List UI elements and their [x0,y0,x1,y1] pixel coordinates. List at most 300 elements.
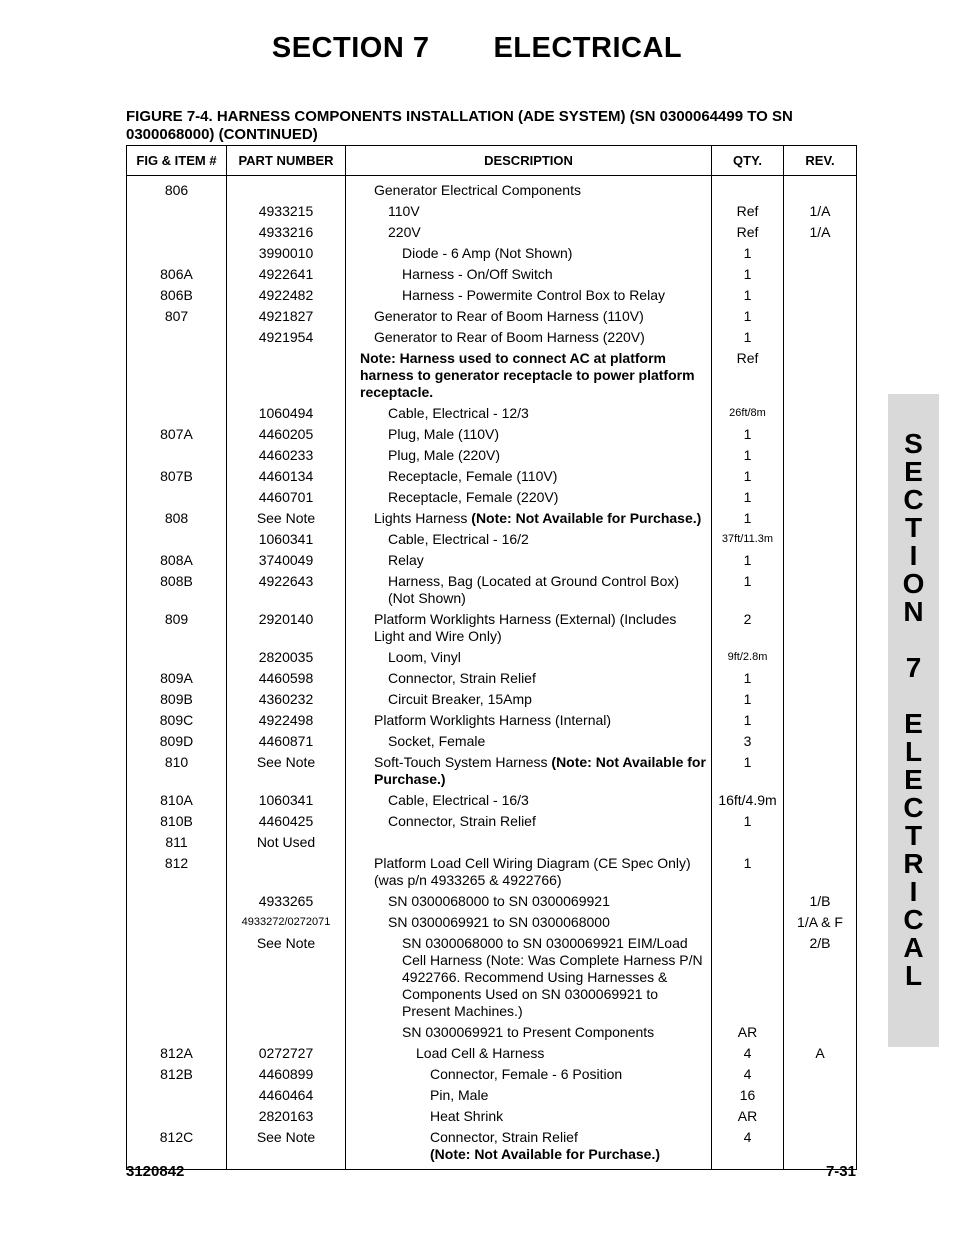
table-row [127,327,857,348]
side-tab-letter: L [904,736,923,767]
rev-cell [784,285,857,306]
description-cell [346,1106,712,1127]
description-cell [346,853,712,891]
qty-cell: 37ft/11.3m [712,529,784,550]
fig-item-cell: 808B [127,571,227,609]
description-cell [346,403,712,424]
fig-item-cell: 807B [127,466,227,487]
table-row [127,508,857,529]
fig-item-cell: 809 [127,609,227,647]
qty-cell: 3 [712,731,784,752]
rev-cell: 1/A & F [784,912,857,933]
rev-cell [784,327,857,348]
description-text: Generator to Rear of Boom Harness (220V) [374,329,645,345]
rev-cell [784,1085,857,1106]
part-number-cell: 2920140 [227,609,346,647]
description-text: 220V [388,224,421,240]
part-number-cell: 4460598 [227,668,346,689]
description-cell [346,571,712,609]
table-row [127,201,857,222]
description-cell [346,790,712,811]
description-note: (Note: Not Available for Purchase.) [374,754,706,787]
table-row [127,832,857,853]
description-cell [346,222,712,243]
table-row [127,466,857,487]
rev-cell [784,466,857,487]
section-side-tab [888,394,939,1047]
qty-cell: 4 [712,1043,784,1064]
description-cell [346,176,712,202]
rev-cell [784,832,857,853]
header-description: DESCRIPTION [346,146,712,176]
table-row [127,403,857,424]
qty-cell: Ref [712,222,784,243]
qty-cell: AR [712,1106,784,1127]
qty-cell: 1 [712,285,784,306]
qty-cell: 1 [712,550,784,571]
rev-cell [784,790,857,811]
section-name: ELECTRICAL [493,32,683,64]
rev-cell [784,348,857,403]
qty-cell: 1 [712,424,784,445]
description-cell [346,1127,712,1170]
description-text: Generator to Rear of Boom Harness (110V) [374,308,644,324]
header-qty: QTY. [712,146,784,176]
description-note: (Note: Not Available for Purchase.) [471,510,702,526]
description-cell [346,445,712,466]
rev-cell [784,571,857,609]
parts-table-body [127,176,857,1170]
description-cell [346,529,712,550]
part-number-cell: 1060494 [227,403,346,424]
description-text: Loom, Vinyl [388,649,461,665]
rev-cell [784,853,857,891]
table-header-row [127,146,857,176]
table-row [127,529,857,550]
qty-cell: 9ft/2.8m [712,647,784,668]
table-row [127,891,857,912]
description-cell [346,1085,712,1106]
side-tab-letter: C [903,904,924,935]
part-number-cell: 4460871 [227,731,346,752]
fig-item-cell: 809C [127,710,227,731]
description-cell [346,348,712,403]
description-text: SN 0300069921 to SN 0300068000 [388,914,610,930]
table-row [127,285,857,306]
fig-item-cell [127,891,227,912]
rev-cell [784,731,857,752]
description-cell [346,689,712,710]
description-text: Diode - 6 Amp (Not Shown) [402,245,573,261]
table-row [127,811,857,832]
side-tab-letter: S [904,428,923,459]
description-cell [346,1064,712,1085]
table-row [127,647,857,668]
fig-item-cell: 809B [127,689,227,710]
qty-cell: 1 [712,668,784,689]
side-tab-letters [888,430,939,990]
side-tab-letter: C [903,792,924,823]
qty-cell: 1 [712,853,784,891]
part-number-cell: 4460205 [227,424,346,445]
description-cell [346,1043,712,1064]
qty-cell: 4 [712,1064,784,1085]
section-label: SECTION 7 [271,32,430,64]
description-note: Note: Harness used to connect AC at platform harness to generator receptacle to power platform receptacle. [360,350,695,400]
description-note: (Note: Not Available for Purchase.) [430,1146,661,1162]
fig-item-cell: 808A [127,550,227,571]
table-row [127,731,857,752]
description-cell [346,710,712,731]
qty-cell: 1 [712,689,784,710]
side-tab-letter [888,682,939,710]
table-row [127,424,857,445]
fig-item-cell: 812A [127,1043,227,1064]
table-row [127,710,857,731]
part-number-cell: See Note [227,933,346,1022]
description-text: 110V [388,203,420,219]
description-text: Plug, Male (220V) [388,447,501,463]
description-cell [346,1022,712,1043]
description-text: Cable, Electrical - 16/3 [388,792,529,808]
description-cell [346,811,712,832]
rev-cell [784,306,857,327]
rev-cell [784,264,857,285]
description-text: Connector, Strain Relief [388,670,536,686]
rev-cell [784,550,857,571]
description-cell [346,508,712,529]
rev-cell [784,529,857,550]
description-text: Connector, Strain Relief [430,1129,578,1145]
description-text: SN 0300069921 to Present Components [402,1024,655,1040]
fig-item-cell: 810A [127,790,227,811]
fig-item-cell: 807A [127,424,227,445]
table-row [127,243,857,264]
fig-item-cell: 807 [127,306,227,327]
part-number-cell: 4460425 [227,811,346,832]
qty-cell: 16 [712,1085,784,1106]
part-number-cell: 2820163 [227,1106,346,1127]
part-number-cell: 4460464 [227,1085,346,1106]
side-tab-letter: A [903,932,924,963]
description-cell [346,264,712,285]
qty-cell [712,912,784,933]
part-number-cell: 4933272/0272071 [227,912,346,933]
rev-cell [784,403,857,424]
description-text: Platform Worklights Harness (Internal) [374,712,612,728]
description-cell [346,327,712,348]
qty-cell: AR [712,1022,784,1043]
table-row [127,689,857,710]
qty-cell: 16ft/4.9m [712,790,784,811]
description-text: Harness - On/Off Switch [402,266,553,282]
description-cell [346,243,712,264]
description-text: Platform Worklights Harness (External) (Includes Light and Wire Only) [374,611,677,644]
part-number-cell: 4921827 [227,306,346,327]
part-number-cell: 1060341 [227,529,346,550]
description-cell [346,201,712,222]
fig-item-cell: 808 [127,508,227,529]
rev-cell [784,668,857,689]
description-text: Cable, Electrical - 16/2 [388,531,529,547]
fig-item-cell [127,933,227,1022]
table-row [127,176,857,202]
part-number-cell [227,1022,346,1043]
part-number-cell: 4922498 [227,710,346,731]
qty-cell [712,891,784,912]
qty-cell: 26ft/8m [712,403,784,424]
table-row [127,306,857,327]
table-row [127,752,857,790]
part-number-cell: See Note [227,1127,346,1170]
side-tab-letter: L [904,960,923,991]
description-text: Circuit Breaker, 15Amp [388,691,532,707]
header-part-number: PART NUMBER [227,146,346,176]
fig-item-cell: 809A [127,668,227,689]
table-row [127,912,857,933]
part-number-cell: Not Used [227,832,346,853]
fig-item-cell: 806B [127,285,227,306]
fig-item-cell [127,487,227,508]
fig-item-cell [127,222,227,243]
fig-item-cell [127,403,227,424]
fig-item-cell: 810 [127,752,227,790]
fig-item-cell: 810B [127,811,227,832]
rev-cell [784,647,857,668]
part-number-cell: 4921954 [227,327,346,348]
rev-cell [784,689,857,710]
rev-cell [784,1064,857,1085]
part-number-cell: 4933216 [227,222,346,243]
rev-cell [784,811,857,832]
fig-item-cell [127,1106,227,1127]
rev-cell: 1/A [784,222,857,243]
description-cell [346,487,712,508]
part-number-cell: 4360232 [227,689,346,710]
table-row [127,1127,857,1170]
part-number-cell: 4460233 [227,445,346,466]
rev-cell: A [784,1043,857,1064]
table-row [127,1022,857,1043]
part-number-cell [227,348,346,403]
part-number-cell: 1060341 [227,790,346,811]
qty-cell: Ref [712,201,784,222]
rev-cell [784,424,857,445]
fig-item-cell [127,201,227,222]
fig-item-cell: 806 [127,176,227,202]
part-number-cell: 4922482 [227,285,346,306]
side-tab-letter: E [904,708,923,739]
fig-item-cell [127,529,227,550]
fig-item-cell [127,445,227,466]
section-title [0,32,954,65]
table-row [127,790,857,811]
fig-item-cell: 811 [127,832,227,853]
qty-cell [712,933,784,1022]
table-row [127,348,857,403]
qty-cell: 1 [712,487,784,508]
part-number-cell: 4933265 [227,891,346,912]
description-cell [346,306,712,327]
description-text: SN 0300068000 to SN 0300069921 EIM/Load Cell Harness (Note: Was Complete Harness P/N 4922766. Recommend Using Harnesses & Components Used on SN 0300069921 to Present Machines.) [402,935,703,1019]
description-cell [346,550,712,571]
fig-item-cell: 809D [127,731,227,752]
description-text: Lights Harness [374,510,472,526]
fig-item-cell [127,1022,227,1043]
table-row [127,1043,857,1064]
part-number-cell: See Note [227,508,346,529]
description-cell [346,285,712,306]
table-row [127,550,857,571]
description-text: Receptacle, Female (110V) [388,468,558,484]
description-text: SN 0300068000 to SN 0300069921 [388,893,610,909]
fig-item-cell [127,912,227,933]
part-number-cell: 4922643 [227,571,346,609]
description-text: Harness, Bag (Located at Ground Control Box) (Not Shown) [388,573,680,606]
side-tab-letter: T [904,820,923,851]
side-tab-letter: E [904,764,923,795]
fig-item-cell: 812C [127,1127,227,1170]
side-tab-letter: R [903,848,924,879]
description-text: Cable, Electrical - 12/3 [388,405,529,421]
description-text: Receptacle, Female (220V) [388,489,559,505]
qty-cell: 1 [712,243,784,264]
description-text: Pin, Male [430,1087,489,1103]
rev-cell: 1/B [784,891,857,912]
figure-title: FIGURE 7-4. HARNESS COMPONENTS INSTALLATION (ADE SYSTEM) (SN 0300064499 TO SN 0300068000) (CONTINUED) [126,108,793,143]
description-cell [346,891,712,912]
qty-cell [712,176,784,202]
rev-cell [784,1022,857,1043]
description-text: Plug, Male (110V) [388,426,500,442]
description-text: Relay [388,552,424,568]
side-tab-letter: I [909,876,918,907]
qty-cell: 1 [712,752,784,790]
side-tab-letter: C [903,484,924,515]
rev-cell [784,176,857,202]
description-text: Generator Electrical Components [374,182,581,198]
table-row [127,222,857,243]
qty-cell: 1 [712,466,784,487]
header-fig-item: FIG & ITEM # [127,146,227,176]
side-tab-letter: N [903,596,924,627]
qty-cell: 1 [712,710,784,731]
qty-cell: 4 [712,1127,784,1170]
table-row [127,853,857,891]
description-cell [346,424,712,445]
rev-cell [784,243,857,264]
rev-cell [784,710,857,731]
table-row [127,668,857,689]
part-number-cell: 0272727 [227,1043,346,1064]
description-cell [346,933,712,1022]
table-row [127,571,857,609]
description-text: Heat Shrink [430,1108,504,1124]
part-number-cell [227,853,346,891]
part-number-cell: 4460701 [227,487,346,508]
side-tab-letter: O [902,568,925,599]
rev-cell [784,609,857,647]
rev-cell: 2/B [784,933,857,1022]
description-text: Soft-Touch System Harness [374,754,552,770]
rev-cell [784,1106,857,1127]
qty-cell: 1 [712,264,784,285]
description-text: Platform Load Cell Wiring Diagram (CE Spec Only) (was p/n 4933265 & 4922766) [374,855,691,888]
description-cell [346,609,712,647]
table-row [127,609,857,647]
description-text: Load Cell & Harness [416,1045,545,1061]
fig-item-cell: 806A [127,264,227,285]
qty-cell: 1 [712,327,784,348]
page-number: 7-31 [825,1163,856,1180]
table-row [127,1085,857,1106]
qty-cell: 1 [712,571,784,609]
part-number-cell [227,176,346,202]
part-number-cell: 4933215 [227,201,346,222]
qty-cell [712,832,784,853]
fig-item-cell [127,647,227,668]
rev-cell [784,752,857,790]
description-cell [346,731,712,752]
fig-item-cell [127,348,227,403]
side-tab-letter: E [904,456,923,487]
part-number-cell: 4460134 [227,466,346,487]
fig-item-cell [127,1085,227,1106]
fig-item-cell [127,327,227,348]
table-row [127,445,857,466]
parts-table [126,145,857,1170]
description-cell [346,466,712,487]
rev-cell [784,508,857,529]
side-tab-letter: I [909,540,918,571]
qty-cell: 2 [712,609,784,647]
table-row [127,1064,857,1085]
fig-item-cell: 812B [127,1064,227,1085]
fig-item-cell [127,243,227,264]
description-cell [346,668,712,689]
document-number: 3120842 [126,1163,185,1180]
rev-cell [784,445,857,466]
qty-cell: 1 [712,508,784,529]
side-tab-letter: 7 [905,652,922,683]
description-text: Connector, Female - 6 Position [430,1066,623,1082]
part-number-cell: 4922641 [227,264,346,285]
qty-cell: 1 [712,811,784,832]
table-row [127,933,857,1022]
table-row [127,1106,857,1127]
part-number-cell: 2820035 [227,647,346,668]
description-text: Socket, Female [388,733,486,749]
fig-item-cell: 812 [127,853,227,891]
description-cell [346,832,712,853]
part-number-cell: 4460899 [227,1064,346,1085]
side-tab-letter [888,626,939,654]
description-text: Harness - Powermite Control Box to Relay [402,287,665,303]
header-rev: REV. [784,146,857,176]
part-number-cell: See Note [227,752,346,790]
qty-cell: 1 [712,306,784,327]
table-row [127,487,857,508]
description-cell [346,752,712,790]
rev-cell [784,487,857,508]
table-row [127,264,857,285]
qty-cell: 1 [712,445,784,466]
part-number-cell: 3740049 [227,550,346,571]
description-text: Connector, Strain Relief [388,813,536,829]
qty-cell: Ref [712,348,784,403]
side-tab-letter: T [904,512,923,543]
part-number-cell: 3990010 [227,243,346,264]
